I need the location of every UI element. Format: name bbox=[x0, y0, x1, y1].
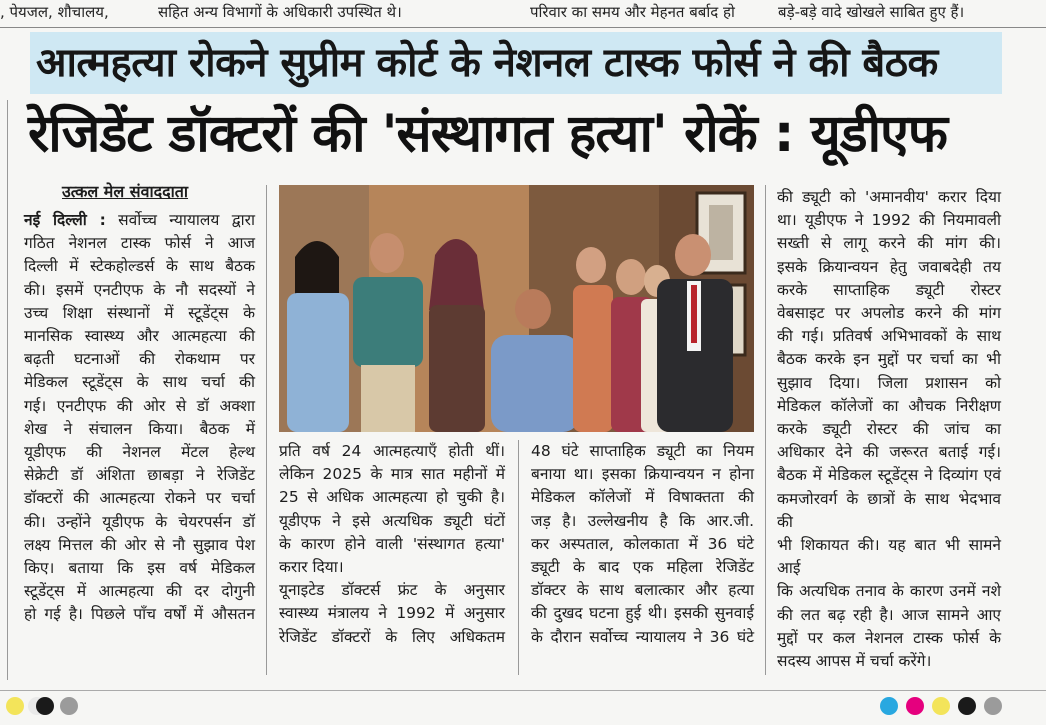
column-line: करार दिया। bbox=[279, 558, 344, 577]
top-snippet-1: , पेयजल, शौचालय, bbox=[0, 3, 109, 21]
column-line: शेख ने संचालन किया। बैठक में bbox=[24, 419, 255, 438]
column-line: सुझाव दिया। जिला प्रशासन को bbox=[777, 373, 1001, 392]
column-line: बैठक में मेडिकल स्टूडेंट्स ने दिव्यांग एवं bbox=[777, 466, 1001, 485]
column-line: गई। एनटीएफ की ओर से डॉ अक्शा bbox=[24, 396, 255, 415]
column-line: इसके क्रियान्वयन हेतु जवाबदेही तय bbox=[777, 257, 1001, 276]
column-line: किए। बताया कि इस वर्ष मेडिकल bbox=[24, 559, 255, 578]
registration-dot bbox=[60, 697, 78, 715]
column-line: लेकिन 2025 के मात्र सात महीनों में bbox=[279, 465, 505, 484]
column-line: ड्यूटी के बाद एक महिला रेजिडेंट bbox=[531, 558, 754, 577]
person-3 bbox=[429, 239, 485, 432]
column-line: बनाया था। इसका क्रियान्वयन न होना bbox=[531, 465, 754, 484]
column-line: डॉक्टरों की आत्महत्या रोकने पर चर्चा bbox=[24, 489, 255, 508]
column-line: दिल्ली में स्टेकहोल्डर्स के साथ बैठक bbox=[24, 257, 255, 276]
registration-dot bbox=[984, 697, 1002, 715]
column-line: हो गई है। पिछले पाँच वर्षों में औसतन bbox=[24, 605, 255, 624]
column-line: कि अत्यधिक तनाव के कारण उनमें नशे bbox=[777, 582, 1001, 601]
meeting-group-photo bbox=[279, 185, 754, 432]
column-line: स्वास्थ्य मंत्रालय ने 1992 में अनुसार bbox=[279, 604, 505, 623]
column-line: नई दिल्ली : सर्वोच्च न्यायालय द्वारा bbox=[24, 211, 255, 229]
column-line: मेडिकल स्टूडेंट्स के साथ चर्चा की bbox=[24, 373, 255, 392]
registration-dot bbox=[6, 697, 24, 715]
registration-dot bbox=[880, 697, 898, 715]
column-line: 25 से अधिक आत्महत्या हो चुकी है। bbox=[279, 488, 505, 507]
column-line: बढ़ती घटनाओं की रोकथाम पर bbox=[24, 350, 255, 369]
registration-dot bbox=[958, 697, 976, 715]
top-snippet-4: बड़े-बड़े वादे खोखले साबित हुए हैं। bbox=[778, 3, 965, 21]
dateline: नई दिल्ली : bbox=[24, 211, 106, 229]
column-line: जड़ है। उल्लेखनीय है कि आर.जी. bbox=[531, 511, 754, 530]
top-divider bbox=[0, 27, 1046, 28]
column-line: करके ड्यूटी रोस्टर की जांच का bbox=[777, 420, 1001, 439]
column-line: करके साप्ताहिक ड्यूटी रोस्टर bbox=[777, 280, 1001, 299]
column-line: 48 घंटे साप्ताहिक ड्यूटी का नियम bbox=[531, 442, 754, 460]
column-line: की लत बढ़ रही है। आज सामने आए bbox=[777, 605, 1001, 624]
column-line: कर अस्पताल, कोलकाता में 36 घंटे bbox=[531, 534, 754, 553]
column-line: सदस्य आपस में चर्चा करेंगे। bbox=[777, 652, 932, 671]
article-column-1 bbox=[24, 209, 255, 627]
column-line: यूडीएफ की नेशनल मेंटल हेल्थ bbox=[24, 443, 255, 462]
column-line: स्टूडेंट्स में आत्महत्या की दर दोगुनी bbox=[24, 582, 255, 601]
column-line: की ड्यूटी को 'अमानवीय' करार दिया bbox=[777, 188, 1001, 206]
column-line: था। यूडीएफ ने 1992 की नियमावली bbox=[777, 211, 1001, 230]
article-column-4 bbox=[777, 186, 1001, 673]
column-line: लक्ष्य मित्तल की ओर से नौ सुझाव पेश bbox=[24, 535, 255, 554]
column-line: यूडीएफ ने इसे अत्यधिक ड्यूटी घंटों bbox=[279, 511, 505, 530]
column-line: गठित नेशनल टास्क फोर्स ने आज bbox=[24, 234, 255, 253]
headline-secondary: रेजिडेंट डॉक्टरों की 'संस्थागत हत्या' रोकें : यूडीएफ bbox=[28, 104, 947, 164]
article-column-3 bbox=[531, 440, 754, 649]
registration-dot bbox=[906, 697, 924, 715]
column-line: मुद्दों पर कल नेशनल टास्क फोर्स के bbox=[777, 628, 1001, 647]
top-snippet-3: परिवार का समय और मेहनत बर्बाद हो bbox=[530, 3, 735, 21]
column-line: उच्च शिक्षा संस्थानों में स्टूडेंट्स के bbox=[24, 303, 255, 322]
column-line: सेक्रेटी डॉ अंशिता छाबड़ा ने रेजिडेंट bbox=[24, 466, 255, 485]
column-line: सख्ती से लागू करने की मांग की। bbox=[777, 234, 1001, 253]
column-line: डॉक्टर के साथ बलात्कार और हत्या bbox=[531, 581, 754, 600]
headline-primary bbox=[30, 32, 1002, 94]
column-line: वेबसाइट पर अपलोड करने की मांग bbox=[777, 304, 1001, 323]
column-rule bbox=[266, 185, 267, 675]
column-line: कमजोरवर्ग के छात्रों के साथ भेदभाव की bbox=[777, 489, 1001, 531]
column-line: भी शिकायत की। यह बात भी सामने आई bbox=[777, 536, 1001, 578]
column-line: मानसिक स्वास्थ्य और आत्महत्या की bbox=[24, 327, 255, 346]
column-line: बैठक करके इन मुद्दों पर चर्चा का भी bbox=[777, 350, 1001, 369]
column-line: प्रति वर्ष 24 आत्महत्याएँ होती थीं। bbox=[279, 442, 505, 460]
registration-dot bbox=[932, 697, 950, 715]
column-line: अधिकार देने की जरूरत बताई गई। bbox=[777, 443, 1001, 462]
headline-primary-text: आत्महत्या रोकने सुप्रीम कोर्ट के नेशनल टास्क फोर्स ने की बैठक bbox=[36, 40, 938, 86]
column-line: रेजिडेंट डॉक्टरों के लिए अधिकतम bbox=[279, 627, 505, 646]
column-line: की। उन्होंने यूडीएफ के चेयरपर्सन डॉ bbox=[24, 512, 255, 531]
column-line: की गई। प्रतिवर्ष अभिभावकों के साथ bbox=[777, 327, 1001, 346]
column-line: के कारण होने वाली 'संस्थागत हत्या' bbox=[279, 534, 505, 553]
registration-dot bbox=[36, 697, 54, 715]
column-rule bbox=[765, 185, 766, 675]
top-snippet-2: सहित अन्य विभागों के अधिकारी उपस्थित थे। bbox=[158, 3, 402, 21]
column-line: के दौरान सर्वोच्च न्यायालय ने 36 घंटे bbox=[531, 627, 754, 646]
left-edge-column bbox=[0, 100, 8, 680]
column-line: मेडिकल कॉलेजों में विषाक्तता की bbox=[531, 488, 754, 507]
column-line: की। इसमें एनटीएफ के नौ सदस्यों ने bbox=[24, 280, 255, 299]
column-line: मेडिकल कॉलेजों का औचक निरीक्षण bbox=[777, 396, 1001, 415]
column-line: यूनाइटेड डॉक्टर्स फ्रंट के अनुसार bbox=[279, 581, 505, 600]
bottom-divider bbox=[0, 690, 1046, 691]
byline: उत्कल मेल संवाददाता bbox=[62, 182, 189, 201]
column-line: की दुखद घटना हुई थी। इसकी सुनवाई bbox=[531, 604, 754, 623]
article-column-2 bbox=[279, 440, 505, 649]
column-rule bbox=[518, 440, 519, 675]
